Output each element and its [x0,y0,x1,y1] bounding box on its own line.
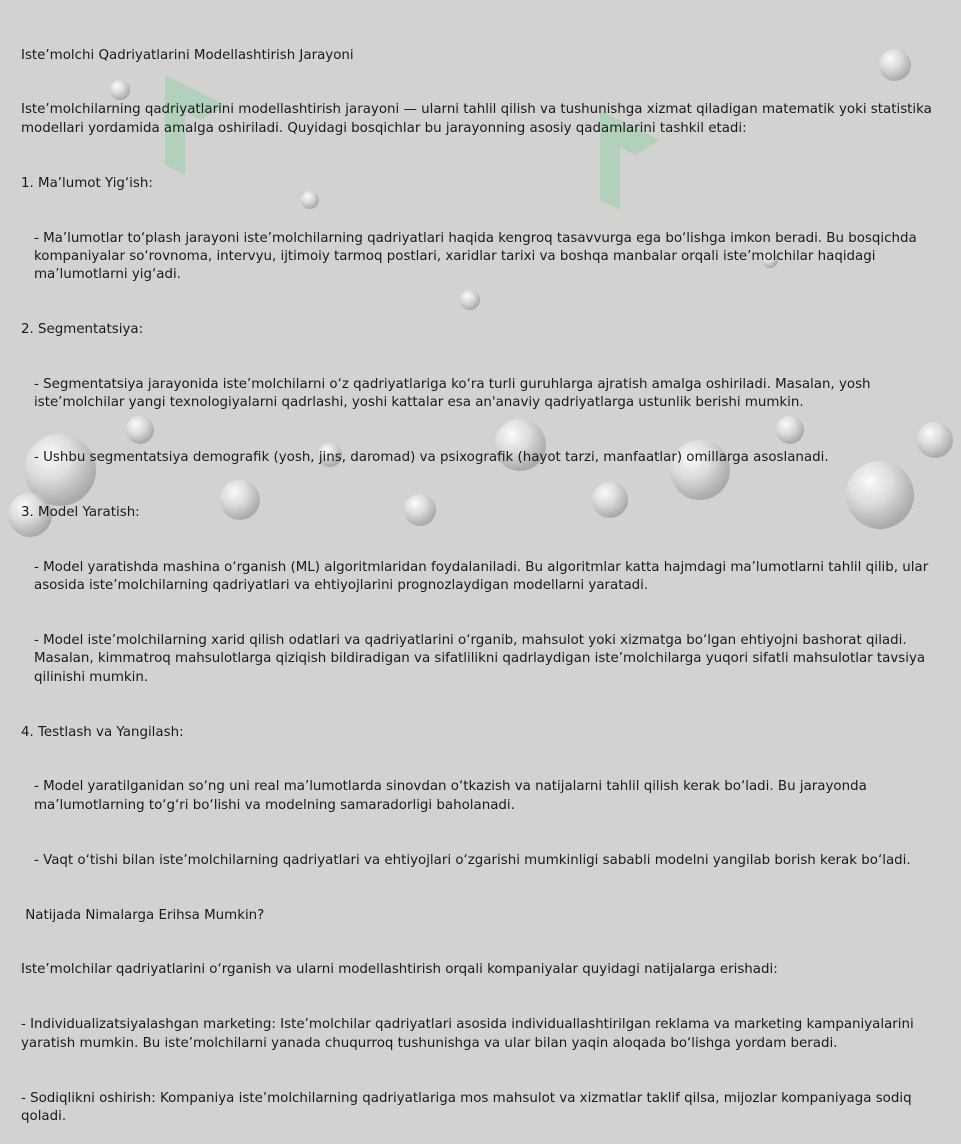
step-heading: 3. Model Yaratish: [21,505,140,521]
intro-paragraph: Iste’molchilarning qadriyatlarini modellashtirish jarayoni — ularni tahlil qilish va tushunishga xizmat qiladigan matematik yoki statistika modellari yordamida amalga oshiriladi. Quyidagi bosqichlar bu jarayonning asosiy qadamlarini tashkil etadi: [21,102,937,136]
step-bullet: - Model yaratishda mashina o‘rganish (ML) algoritmlaridan foydalaniladi. Bu algoritmlar katta hajmdagi ma’lumotlarni tahlil qilib, ular asosida iste’molchilarning qadriyatlari va ehtiyojlarini prognozlaydigan modellarni yaratadi. [34,559,933,594]
result-item: - Individualizatsiyalashgan marketing: Iste’molchilar qadriyatlari asosida individuallashtirilgan reklama va marketing kampaniyalarini yaratish mumkin. Bu iste’molchilarni yanada chuqurroq tushunishga va ular bilan yaqin aloqada bo‘lishga yordam beradi. [21,1017,918,1051]
step-heading: 2. Segmentatsiya: [21,322,144,338]
step-bullet: - Ma’lumotlar to‘plash jarayoni iste’molchilarning qadriyatlari haqida kengroq tasavvurga ega bo‘lishga imkon beradi. Bu bosqichda kompaniyalar so‘rovnoma, intervyu, ijtimoiy tarmoq postlari, xaridlar tarixi va boshqa manbalar orqali iste’molchilar haqidagi ma’lumotlarni yig‘adi. [34,230,921,283]
step-bullet: - Model yaratilganidan so‘ng uni real ma’lumotlarda sinovdan o‘tkazish va natijalarni tahlil qilish kerak bo‘ladi. Bu jarayonda ma’lumotlarning to‘g‘ri bo‘lishi va modelning samaradorligi baholanadi. [34,779,872,813]
slide-title: Iste’molchi Qadriyatlarini Modellashtirish Jarayoni [21,47,354,63]
result-item: - Sodiqlikni oshirish: Kompaniya iste’molchilarning qadriyatlariga mos mahsulot va xizmatlar taklif qilsa, mijozlar kompaniyaga sodiq qoladi. [21,1090,916,1124]
step-bullet: - Vaqt o‘tishi bilan iste’molchilarning qadriyatlari va ehtiyojlari o‘zgarishi mumkinligi sababli modelni yangilab borish kerak bo‘ladi. [34,852,911,868]
step-heading: 4. Testlash va Yangilash: [21,724,184,740]
results-intro: Iste’molchilar qadriyatlarini o‘rganish va ularni modellashtirish orqali kompaniyalar quyidagi natijalarga erishadi: [21,962,778,978]
results-heading: Natijada Nimalarga Erihsa Mumkin? [21,907,265,923]
step-bullet: - Ushbu segmentatsiya demografik (yosh, jins, daromad) va psixografik (hayot tarzi, manfaatlar) omillarga asoslanadi. [34,450,829,466]
step-heading: 1. Ma’lumot Yig‘ish: [21,175,153,191]
slide-text [21,10,946,1144]
step-bullet: - Model iste’molchilarning xarid qilish odatlari va qadriyatlarini o‘rganib, mahsulot yoki xizmatga bo‘lgan ehtiyojni bashorat qiladi. Masalan, kimmatroq mahsulotlarga qiziqish bildiradigan va sifatlilikni qadrlaydigan iste’molchilarga yuqori sifatli mahsulotlar tavsiya qilinishi mumkin. [34,633,930,685]
step-bullet: - Segmentatsiya jarayonida iste’molchilarni o‘z qadriyatlariga ko‘ra turli guruhlarga ajratish amalga oshiriladi. Masalan, yosh iste’molchilar yangi texnologiyalarni qadrlashi, yoshi kattalar esa an'anaviy qadriyatlarga ustunlik berishi mumkin. [34,376,875,411]
